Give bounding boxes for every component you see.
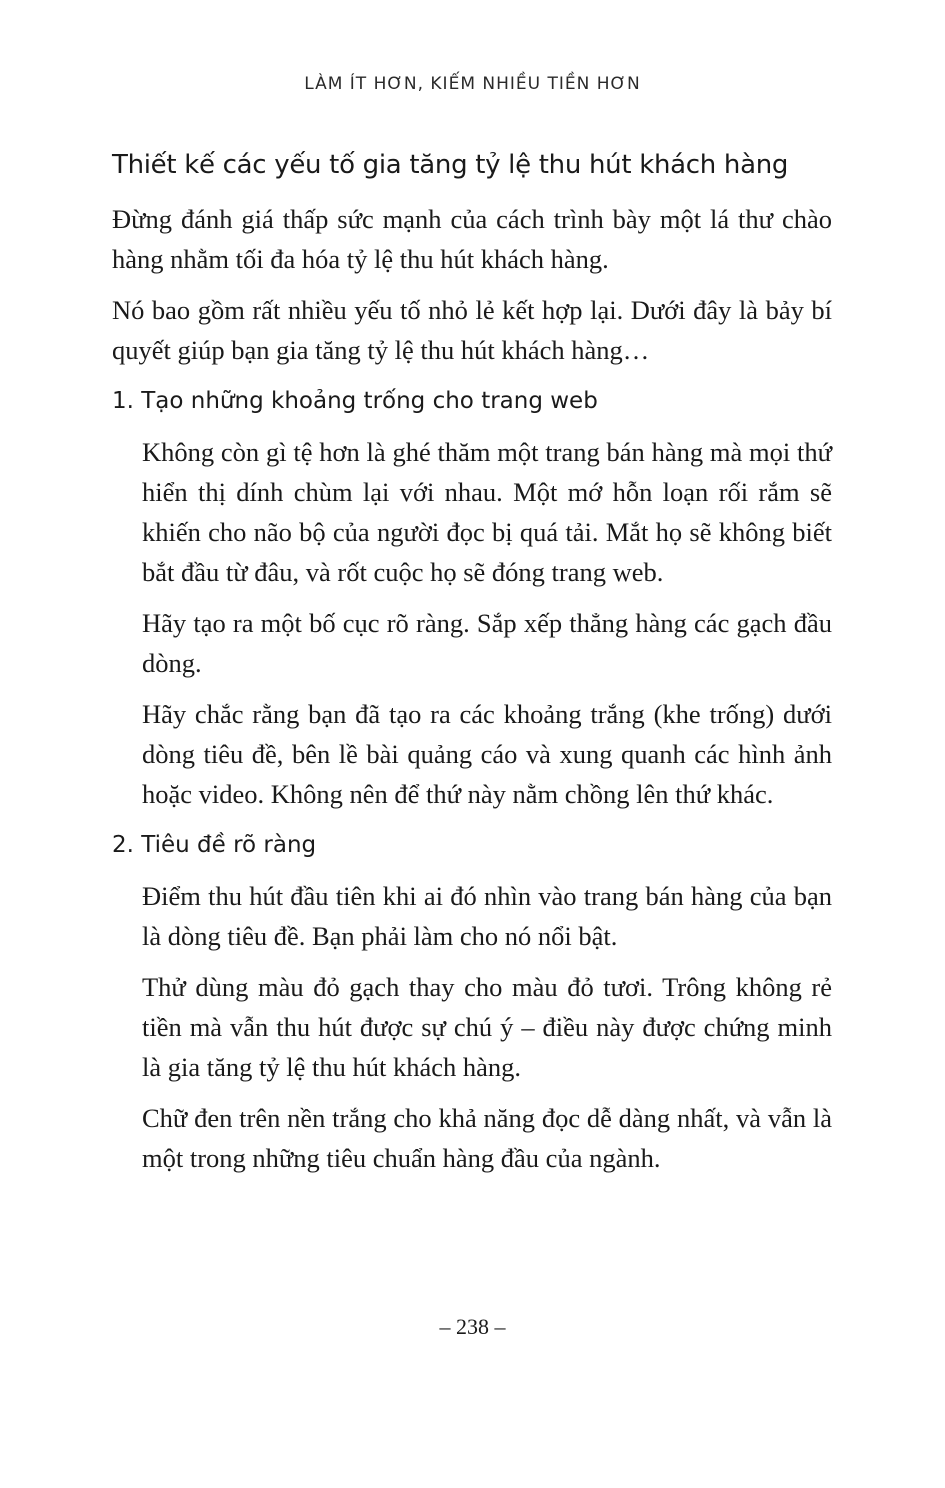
item-2-paragraph-3: Chữ đen trên nền trắng cho khả năng đọc dễ dàng nhất, và vẫn là một trong những tiêu chuẩn hàng đầu của ngành.	[142, 1103, 832, 1173]
item-body-1	[142, 432, 832, 814]
intro-paragraph-2: Nó bao gồm rất nhiều yếu tố nhỏ lẻ kết hợp lại. Dưới đây là bảy bí quyết giúp bạn gia tăng tỷ lệ thu hút khách hàng…	[112, 295, 832, 365]
item-1-paragraph-1: Không còn gì tệ hơn là ghé thăm một trang bán hàng mà mọi thứ hiển thị dính chùm lại với nhau. Một mớ hỗn loạn rối rắm sẽ khiến cho não bộ của người đọc bị quá tải. Mắt họ sẽ không biết bắt đầu từ đâu, và rốt cuộc họ sẽ đóng trang web.	[142, 437, 832, 587]
page-number: – 238 –	[439, 1314, 506, 1339]
item-2-paragraph-2: Thử dùng màu đỏ gạch thay cho màu đỏ tươi. Trông không rẻ tiền mà vẫn thu hút được sự chú ý – điều này được chứng minh là gia tăng tỷ lệ thu hút khách hàng.	[142, 972, 832, 1082]
item-body-2	[142, 876, 832, 1178]
list-item-2	[112, 825, 832, 1178]
section-title: Thiết kế các yếu tố gia tăng tỷ lệ thu hút khách hàng	[112, 150, 789, 180]
item-heading-2: 2. Tiêu đề rõ ràng	[112, 832, 317, 858]
running-header: LÀM ÍT HƠN, KIẾM NHIỀU TIỀN HƠN	[304, 74, 641, 94]
item-1-paragraph-2: Hãy tạo ra một bố cục rõ ràng. Sắp xếp thẳng hàng các gạch đầu dòng.	[142, 608, 832, 678]
item-2-paragraph-1: Điểm thu hút đầu tiên khi ai đó nhìn vào trang bán hàng của bạn là dòng tiêu đề. Bạn phải làm cho nó nổi bật.	[142, 881, 832, 951]
item-1-paragraph-3: Hãy chắc rằng bạn đã tạo ra các khoảng trắng (khe trống) dưới dòng tiêu đề, bên lề bài quảng cáo và xung quanh các hình ảnh hoặc video. Không nên để thứ này nằm chồng lên thứ khác.	[142, 699, 832, 809]
page-content	[112, 145, 832, 1189]
item-heading-1: 1. Tạo những khoảng trống cho trang web	[112, 388, 598, 414]
list-item-1	[112, 381, 832, 814]
intro-paragraph-1: Đừng đánh giá thấp sức mạnh của cách trình bày một lá thư chào hàng nhằm tối đa hóa tỷ lệ thu hút khách hàng.	[112, 204, 832, 274]
